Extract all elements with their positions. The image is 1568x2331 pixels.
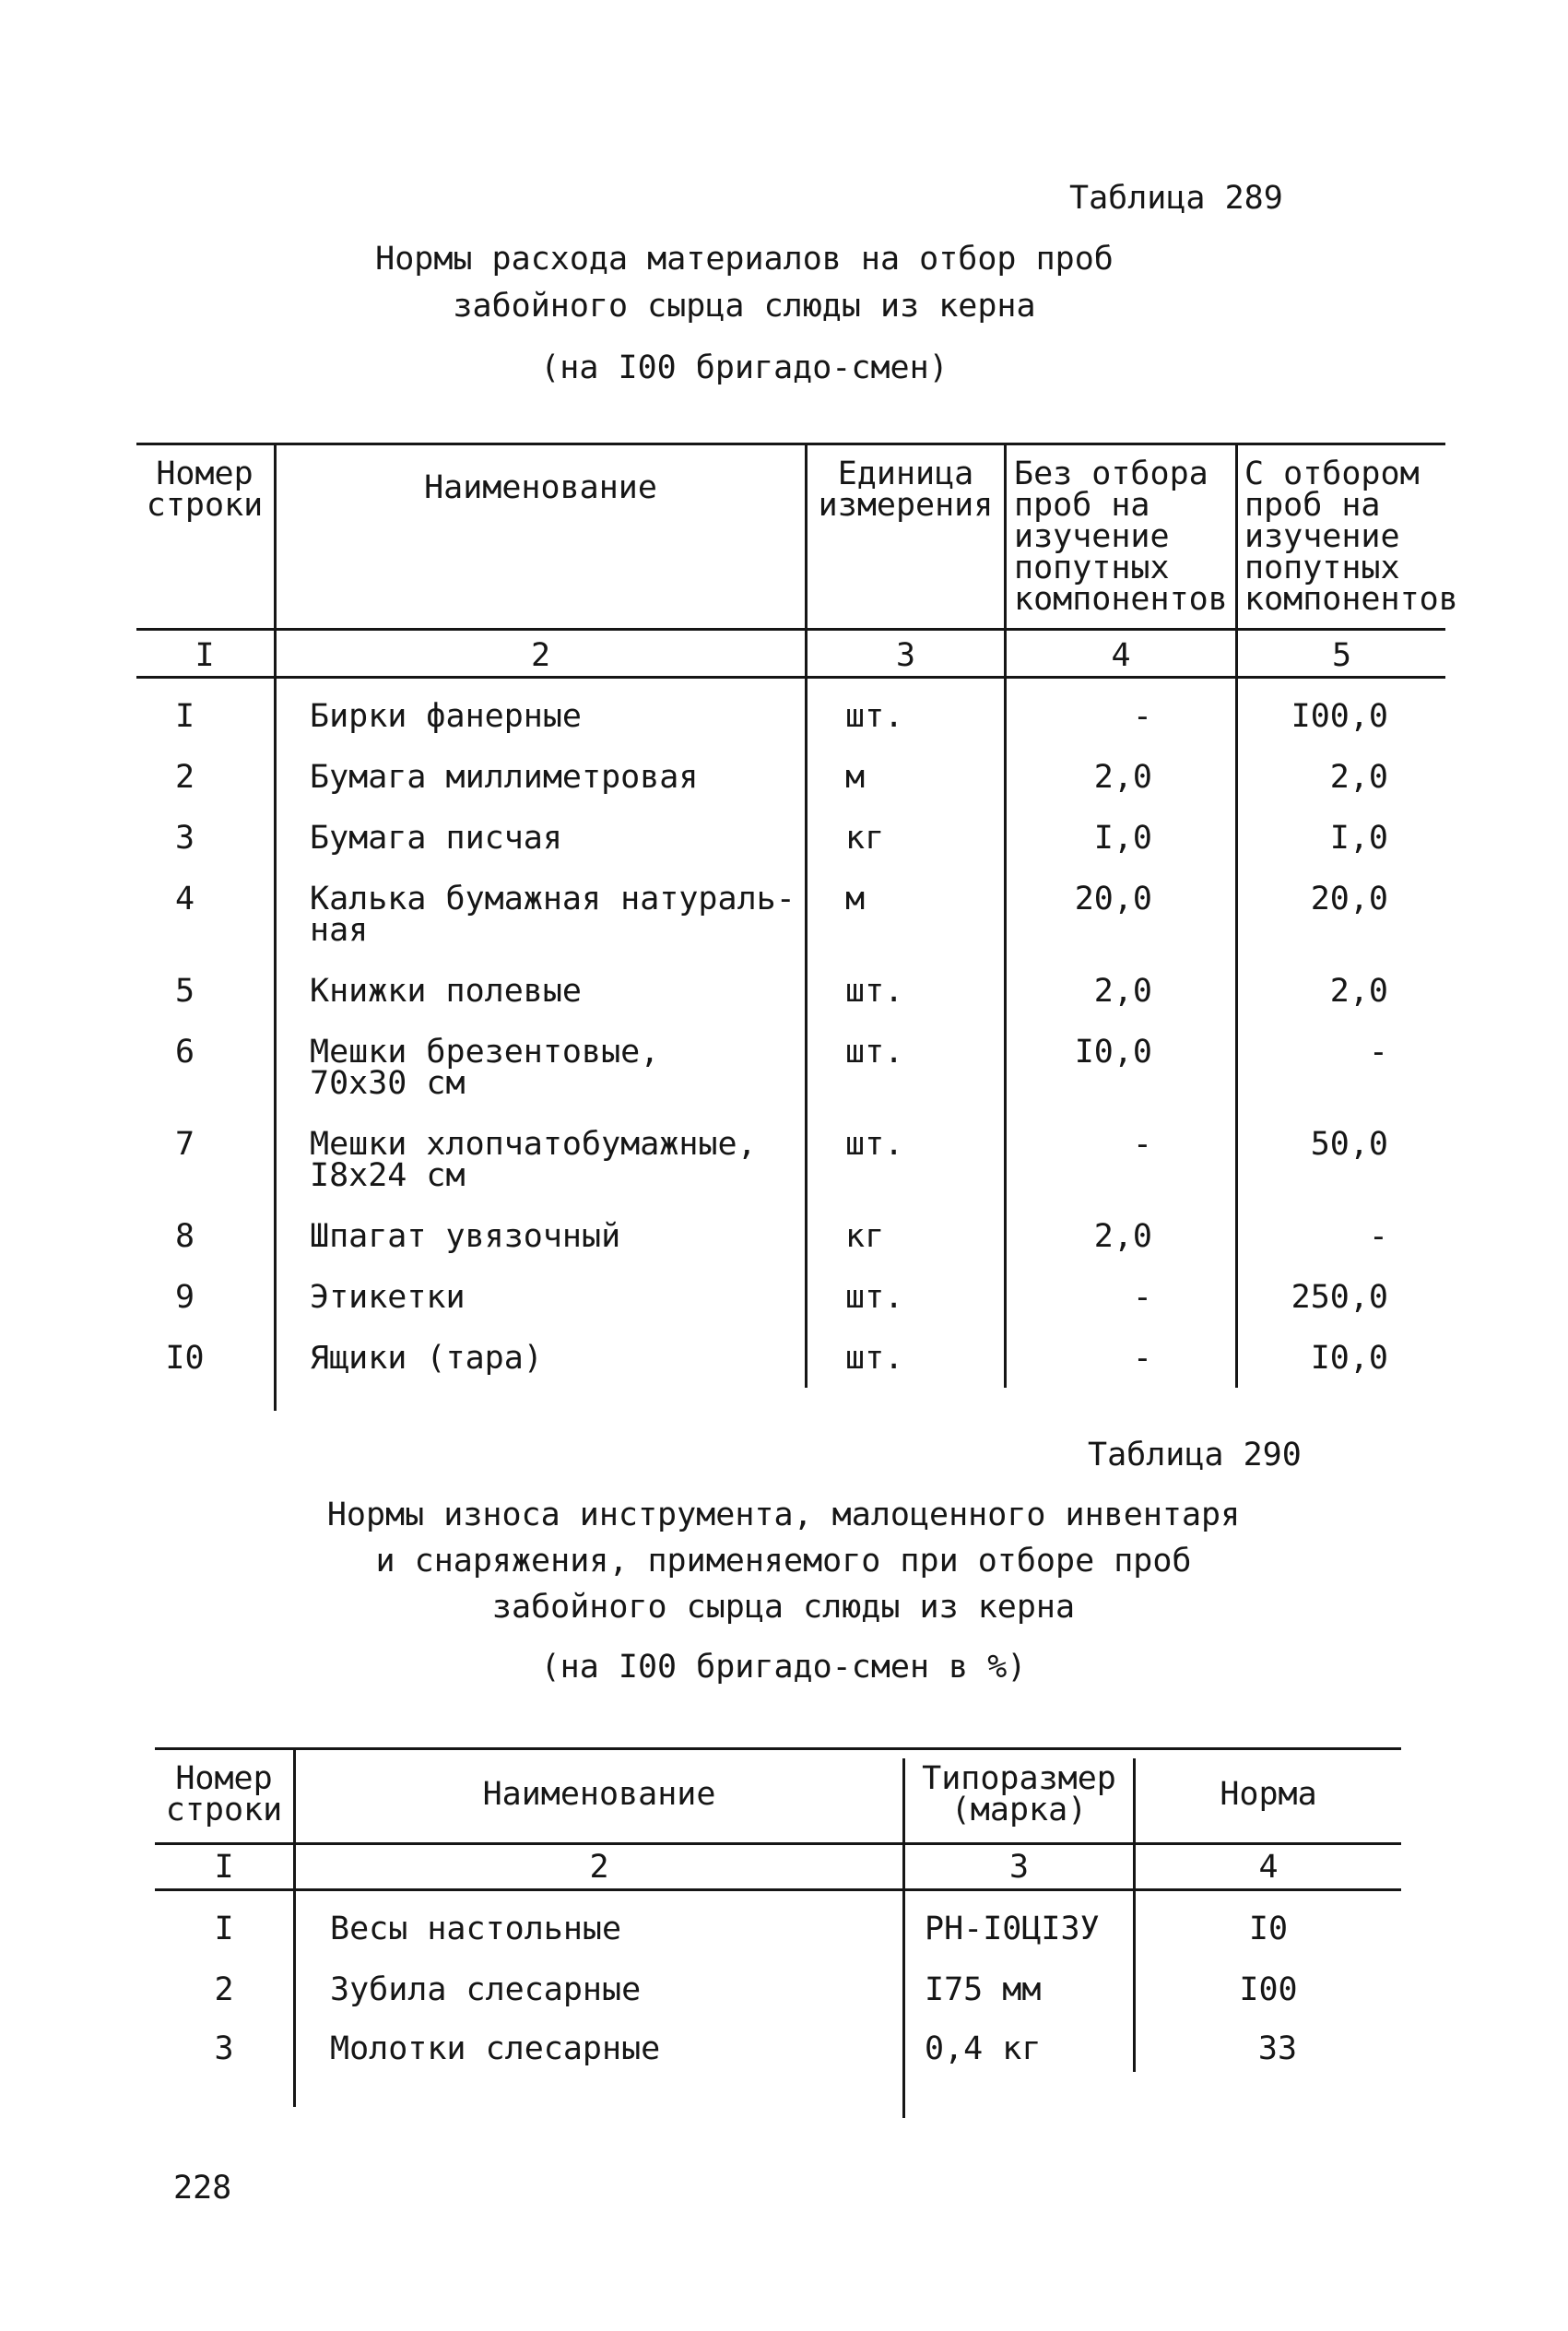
row-with-sampling: - xyxy=(1368,1218,1388,1255)
row-without-sampling: I0,0 xyxy=(1074,1034,1152,1071)
table-290-title-line3: забойного сырца слюды из керна xyxy=(491,1589,1076,1626)
row-without-sampling: - xyxy=(1132,1340,1152,1377)
row-name: Зубила слесарные xyxy=(330,1971,642,2008)
row-with-sampling: - xyxy=(1368,1034,1388,1071)
row-number: 2 xyxy=(214,1971,234,2008)
row-name: Книжки полевые xyxy=(310,973,583,1010)
row-without-sampling: 2,0 xyxy=(1093,1218,1152,1255)
row-number: I xyxy=(174,698,195,735)
table-289-colnum-1: I xyxy=(195,637,215,674)
row-name: Мешки хлопчатобумажные, I8x24 см xyxy=(310,1126,757,1194)
table-290-colnum-3: 3 xyxy=(1008,1849,1030,1886)
row-with-sampling: 20,0 xyxy=(1310,881,1388,917)
table-289-header-name: Наименование xyxy=(424,469,657,506)
table-289-title-line3: (на I00 бригадо-смен) xyxy=(540,349,949,386)
row-with-sampling: 50,0 xyxy=(1310,1126,1388,1163)
row-with-sampling: I0,0 xyxy=(1310,1340,1388,1377)
row-name: Калька бумажная натураль- ная xyxy=(310,881,796,949)
row-number: 4 xyxy=(174,881,195,917)
table-290-header-row-number: Номер строки xyxy=(165,1760,283,1828)
page-number: 228 xyxy=(173,2170,232,2207)
row-unit: шт. xyxy=(845,698,904,735)
row-number: 8 xyxy=(174,1218,195,1255)
row-number: 9 xyxy=(174,1279,195,1316)
row-unit: м xyxy=(845,759,866,796)
row-norm: I00 xyxy=(1239,1971,1298,2008)
row-without-sampling: - xyxy=(1132,1126,1152,1163)
table-289-title-line2: забойного сырца слюды из керна xyxy=(453,288,1036,325)
table-289-colnum-4: 4 xyxy=(1111,637,1131,674)
table-290-label: Таблица 290 xyxy=(1088,1437,1302,1473)
table-290-header-rule xyxy=(155,1842,1401,1845)
row-number: 3 xyxy=(174,820,195,857)
row-number: 2 xyxy=(174,759,195,796)
table-290-colnum-2: 2 xyxy=(589,1849,609,1886)
row-number: 6 xyxy=(174,1034,195,1071)
row-name: Мешки брезентовые, 70x30 см xyxy=(310,1034,660,1102)
table-289-colnum-3: 3 xyxy=(895,637,916,674)
row-norm: 33 xyxy=(1257,2030,1298,2067)
row-number: 7 xyxy=(174,1126,195,1163)
table-290-header-name: Наименование xyxy=(482,1776,716,1813)
row-name: Шпагат увязочный xyxy=(310,1218,621,1255)
row-number: I0 xyxy=(165,1340,205,1377)
table-289-label: Таблица 289 xyxy=(1069,180,1283,217)
table-290-numbers-rule xyxy=(155,1888,1401,1891)
row-with-sampling: 2,0 xyxy=(1329,759,1388,796)
row-with-sampling: I,0 xyxy=(1329,820,1388,857)
row-unit: шт. xyxy=(845,1279,904,1316)
table-289-header-row-number: Номер строки xyxy=(146,456,264,524)
row-unit: шт. xyxy=(845,1126,904,1163)
table-289-header-unit: Единица измерения xyxy=(818,456,994,524)
row-unit: шт. xyxy=(845,1034,904,1071)
row-size: I75 мм xyxy=(925,1971,1042,2008)
table-290-header-norm: Норма xyxy=(1220,1776,1317,1813)
row-without-sampling: 20,0 xyxy=(1074,881,1152,917)
row-unit: шт. xyxy=(845,973,904,1010)
row-unit: м xyxy=(845,881,866,917)
row-name: Этикетки xyxy=(310,1279,466,1316)
row-number: I xyxy=(214,1911,234,1947)
row-with-sampling: 2,0 xyxy=(1329,973,1388,1010)
table-290-title-line4: (на I00 бригадо-смен в %) xyxy=(540,1649,1027,1686)
table-290-colnum-1: I xyxy=(214,1849,234,1886)
row-number: 3 xyxy=(214,2030,234,2067)
row-without-sampling: 2,0 xyxy=(1093,973,1152,1010)
table-289-colnum-5: 5 xyxy=(1331,637,1352,674)
row-without-sampling: - xyxy=(1132,698,1152,735)
row-name: Весы настольные xyxy=(330,1911,622,1947)
row-size: 0,4 кг xyxy=(925,2030,1042,2067)
row-unit: кг xyxy=(845,1218,885,1255)
table-289-header-without-sampling: Без отбора проб на изучение попутных компонентов xyxy=(1014,456,1228,618)
row-unit: кг xyxy=(845,820,885,857)
row-size: РН-I0ЦI3У xyxy=(925,1911,1100,1947)
table-290-header-size: Типоразмер (марка) xyxy=(922,1760,1116,1828)
row-without-sampling: I,0 xyxy=(1093,820,1152,857)
row-name: Бумага миллиметровая xyxy=(310,759,699,796)
row-without-sampling: - xyxy=(1132,1279,1152,1316)
row-name: Ящики (тара) xyxy=(310,1340,543,1377)
row-name: Бумага писчая xyxy=(310,820,562,857)
row-unit: шт. xyxy=(845,1340,904,1377)
table-289-colnum-2: 2 xyxy=(530,637,551,674)
table-289-title-line1: Нормы расхода материалов на отбор проб xyxy=(375,241,1114,278)
row-norm: I0 xyxy=(1248,1911,1289,1947)
table-290-colnum-4: 4 xyxy=(1258,1849,1279,1886)
row-without-sampling: 2,0 xyxy=(1093,759,1152,796)
table-290-top-rule xyxy=(155,1747,1401,1750)
row-with-sampling: I00,0 xyxy=(1291,698,1388,735)
table-290-title-line1: Нормы износа инструмента, малоценного инвентаря xyxy=(326,1497,1241,1533)
row-name: Молотки слесарные xyxy=(330,2030,661,2067)
table-290-title-line2: и снаряжения, применяемого при отборе проб xyxy=(375,1543,1192,1580)
row-with-sampling: 250,0 xyxy=(1291,1279,1388,1316)
row-number: 5 xyxy=(174,973,195,1010)
table-289-header-with-sampling: С отбором проб на изучение попутных компонентов xyxy=(1244,456,1458,618)
row-name: Бирки фанерные xyxy=(310,698,583,735)
